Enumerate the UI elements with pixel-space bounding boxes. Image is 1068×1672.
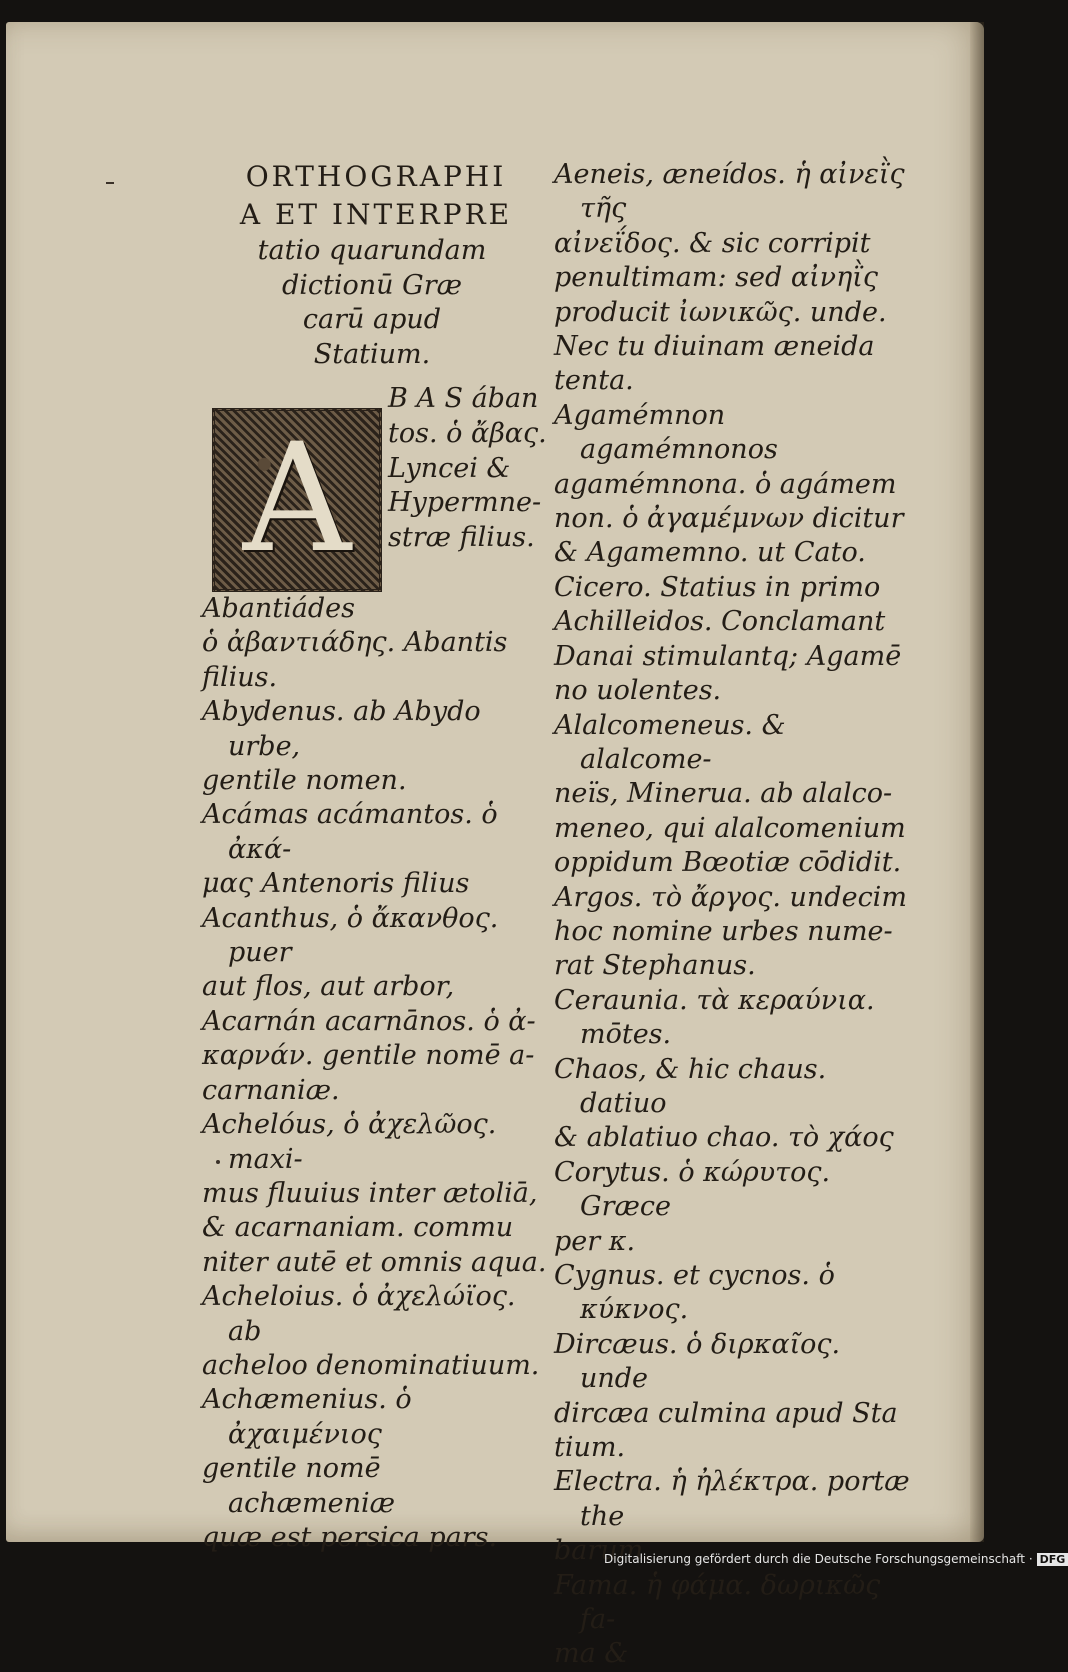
dictionary-entry — [554, 984, 914, 1053]
entry-line: Cygnus. et cycnos. ὁ κύκνος. — [554, 1260, 835, 1326]
subtitle-line: tatio quarundam — [257, 235, 487, 266]
entry-line: Electra. ἡ ἠλέκτρα. portæ the — [554, 1466, 910, 1532]
subtitle-line: dictionū Græ — [282, 269, 462, 301]
entry-line: Nec tu diuinam æneida — [554, 331, 875, 363]
entry-line: Achelóus, ὁ ἀχελῶος. maxi- — [202, 1109, 497, 1175]
footer-text: Digitalisierung gefördert durch die Deutsche Forschungsgemeinschaft · — [604, 1552, 1033, 1566]
entry-line: producit ἰωνικῶς. unde. — [554, 296, 887, 328]
entry-line: καρνάν. gentile nomē a- — [202, 1040, 535, 1072]
entry-line: no uolentes. — [554, 675, 722, 707]
entry-line: mus fluuius inter ætoliā, — [202, 1177, 538, 1209]
entry-line: Argos. τὸ ἄργος. undecim — [554, 881, 907, 913]
entry-line: tos. ὁ ἄβας. — [388, 417, 547, 449]
entry-line: Acámas acámantos. ὁ ἀκά- — [202, 799, 498, 865]
dictionary-entry — [554, 881, 914, 984]
entry-line: Fama. ἡ φάμα. δωρικῶς fa- — [554, 1569, 881, 1636]
dictionary-entry — [202, 592, 552, 695]
dictionary-entry — [554, 1156, 914, 1259]
entry-line: agamémnona. ὁ agámem — [554, 468, 897, 500]
entry-line: Cicero. Statius in primo — [554, 571, 881, 603]
title-line: ORTHOGRAPHI — [245, 160, 507, 193]
dictionary-entry — [554, 1053, 914, 1156]
decorated-initial-a — [212, 408, 382, 592]
title-subtitle — [202, 234, 542, 372]
entry-line: carnaniæ. — [202, 1074, 340, 1106]
dictionary-entry — [554, 709, 914, 881]
entry-line: B A S ában — [388, 383, 539, 414]
dictionary-entry — [554, 1328, 914, 1466]
dictionary-entry — [202, 1108, 552, 1280]
subtitle-line: Statium. — [313, 338, 431, 370]
dictionary-entry — [202, 1280, 552, 1383]
dictionary-entry — [554, 158, 914, 399]
entry-line: penultimam: sed αἰνηῒς — [554, 262, 878, 294]
entry-line: barum. — [554, 1535, 652, 1567]
entry-line: per κ. — [554, 1225, 636, 1257]
entry-line: Chaos, & hic chaus. datiuo — [554, 1053, 827, 1119]
section-title — [196, 158, 556, 234]
dictionary-entry — [202, 695, 552, 798]
entry-line: Danai stimulantq; Agamē — [554, 640, 902, 672]
entry-line: rat Stephanus. — [554, 950, 756, 982]
entry-line: μας Antenoris filius — [202, 868, 470, 900]
initial-letter: A — [242, 412, 352, 586]
entry-line: non. ὁ ἀγαμέμνων dicitur — [554, 503, 904, 535]
dictionary-entry — [202, 902, 552, 1005]
entry-line: meneo, qui alalcomenium — [554, 812, 906, 844]
margin-mark — [106, 182, 114, 184]
entry-line: Corytus. ὁ κώρυτος. Græce — [554, 1156, 831, 1223]
entry-line: aut flos, aut arbor, — [202, 971, 455, 1003]
entry-line: Acarnán acarnānos. ὁ ἀ- — [202, 1005, 536, 1037]
entry-line: Hypermne- — [388, 487, 542, 519]
title-line: A ET INTERPRE — [239, 198, 513, 231]
dictionary-entry — [554, 1259, 914, 1328]
entry-line: neïs, Minerua. ab alalco- — [554, 778, 893, 810]
entry-line: Agamémnon agamémnonos — [554, 399, 778, 466]
dfg-logo: DFG — [1037, 1553, 1068, 1566]
subtitle-line: carū apud — [302, 304, 442, 335]
left-column — [202, 158, 552, 1555]
entry-line: stræ filius. — [388, 522, 535, 554]
entry-line: Achæmenius. ὁ ἀχαιμένιος — [202, 1384, 412, 1450]
entry-line: Ceraunia. τὰ κεραύνια. mōtes. — [554, 984, 875, 1051]
dictionary-entry — [202, 1383, 552, 1555]
dictionary-entry — [554, 1569, 914, 1672]
entry-line: niter autē et omnis aqua. — [202, 1246, 547, 1278]
page-edge-shadow — [970, 22, 984, 1542]
entry-line: gentile nomen. — [202, 765, 407, 797]
entry-line: acheloo denominatiuum. — [202, 1349, 540, 1381]
entry-line: Dircæus. ὁ διρκαῖος. unde — [554, 1328, 841, 1395]
entry-line: ma & — [554, 1638, 629, 1670]
entry-line: tenta. — [554, 365, 634, 397]
entry-line: dircæa culmina apud Sta — [554, 1397, 898, 1429]
entry-line: ὁ ἀβαντιάδης. Abantis — [202, 627, 508, 659]
entry-line: Achilleidos. Conclamant — [554, 606, 886, 638]
dictionary-entry — [554, 399, 914, 709]
left-entry-list — [202, 592, 552, 1555]
entry-line: αἰνεΐδος. & sic corripit — [554, 227, 871, 259]
first-entry — [202, 382, 552, 590]
entry-line: gentile nomē achæmeniæ — [202, 1453, 395, 1519]
dictionary-entry — [202, 798, 552, 901]
right-column — [554, 158, 914, 1672]
entry-line: Acanthus, ὁ ἄκανθος. puer — [202, 902, 499, 969]
right-entry-list — [554, 158, 914, 1672]
entry-line: hoc nomine urbes nume- — [554, 915, 893, 947]
entry-line: oppidum Bœotiæ cōdidit. — [554, 847, 902, 879]
entry-line: Acheloius. ὁ ἀχελώϊος. ab — [202, 1281, 516, 1347]
entry-line: & acarnaniam. commu — [202, 1212, 514, 1244]
entry-line: & ablatiuo chao. τὸ χάος — [554, 1122, 894, 1154]
dictionary-entry — [202, 1005, 552, 1108]
entry-line: tium. — [554, 1432, 626, 1464]
entry-line: & Agamemno. ut Cato. — [554, 537, 866, 569]
entry-line: Aeneis, æneídos. ἡ αἰνεῒς τῆς — [554, 159, 905, 225]
entry-line: filius. — [202, 661, 278, 693]
entry-line: Abydenus. ab Abydo urbe, — [202, 696, 481, 762]
entry-line: quæ est persica pars. — [202, 1521, 498, 1553]
digitization-footer — [604, 1552, 1068, 1566]
entry-line: Abantiádes — [202, 593, 355, 624]
entry-line: Lyncei & — [388, 452, 511, 484]
entry-line: Alalcomeneus. & alalcome- — [554, 709, 786, 775]
initial-entry-text — [388, 382, 558, 556]
